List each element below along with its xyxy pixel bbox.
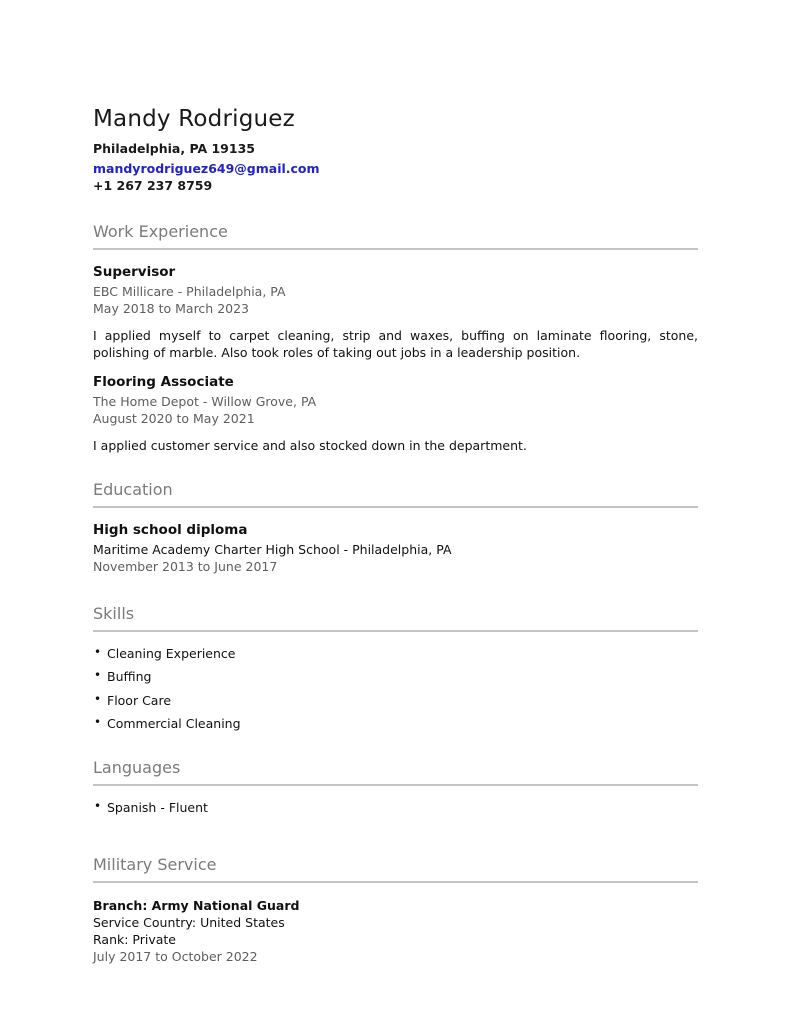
military-dates: July 2017 to October 2022 [93,949,258,964]
job-dates: May 2018 to March 2023 [93,300,250,316]
contact-phone: +1 267 237 8759 [93,178,213,193]
section-skills [93,604,698,732]
skills-body [93,632,698,732]
job-title: Supervisor [93,263,176,280]
languages-list [93,800,698,815]
languages-heading: Languages [93,758,698,786]
job-description: I applied myself to carpet cleaning, strip and waxes, buffing on laminate flooring, stone, polishing of marble. Also took roles of taking out jobs in a leadership position. [93,327,698,360]
job-company-location: The Home Depot - Willow Grove, PA [93,393,317,409]
work-experience-heading: Work Experience [93,222,698,250]
military-entry [93,897,698,965]
resume-header [93,106,698,195]
job-company-location: EBC Millicare - Philadelphia, PA [93,283,286,299]
contact-location: Philadelphia, PA 19135 [93,141,255,156]
military-service-heading: Military Service [93,855,698,883]
military-service-country: Service Country: United States [93,915,285,930]
military-rank: Rank: Private [93,932,176,947]
job-entry [93,374,698,454]
education-dates: November 2013 to June 2017 [93,558,278,574]
military-branch: Branch: Army National Guard [93,898,300,913]
job-entry [93,264,698,361]
education-body [93,508,698,575]
education-entry [93,522,698,575]
education-degree: High school diploma [93,521,248,538]
skill-item: • Buffing [93,669,698,684]
job-description: I applied customer service and also stocked down in the department. [93,437,527,453]
skill-item: • Cleaning Experience [93,646,698,661]
education-school-location: Maritime Academy Charter High School - Philadelphia, PA [93,541,452,557]
skills-heading: Skills [93,604,698,632]
skills-list [93,646,698,732]
work-experience-body [93,250,698,454]
person-name: Mandy Rodriguez [93,106,295,132]
language-item: • Spanish - Fluent [93,800,698,815]
job-title: Flooring Associate [93,373,234,390]
job-dates: August 2020 to May 2021 [93,410,255,426]
skill-item: • Commercial Cleaning [93,716,698,731]
contact-email-link[interactable]: mandyrodriguez649@gmail.com [93,160,320,176]
section-military-service [93,855,698,965]
education-heading: Education [93,480,698,508]
section-education [93,480,698,575]
section-work-experience [93,222,698,454]
languages-body [93,786,698,815]
section-languages [93,758,698,815]
skill-item: • Floor Care [93,693,698,708]
military-service-body [93,883,698,965]
